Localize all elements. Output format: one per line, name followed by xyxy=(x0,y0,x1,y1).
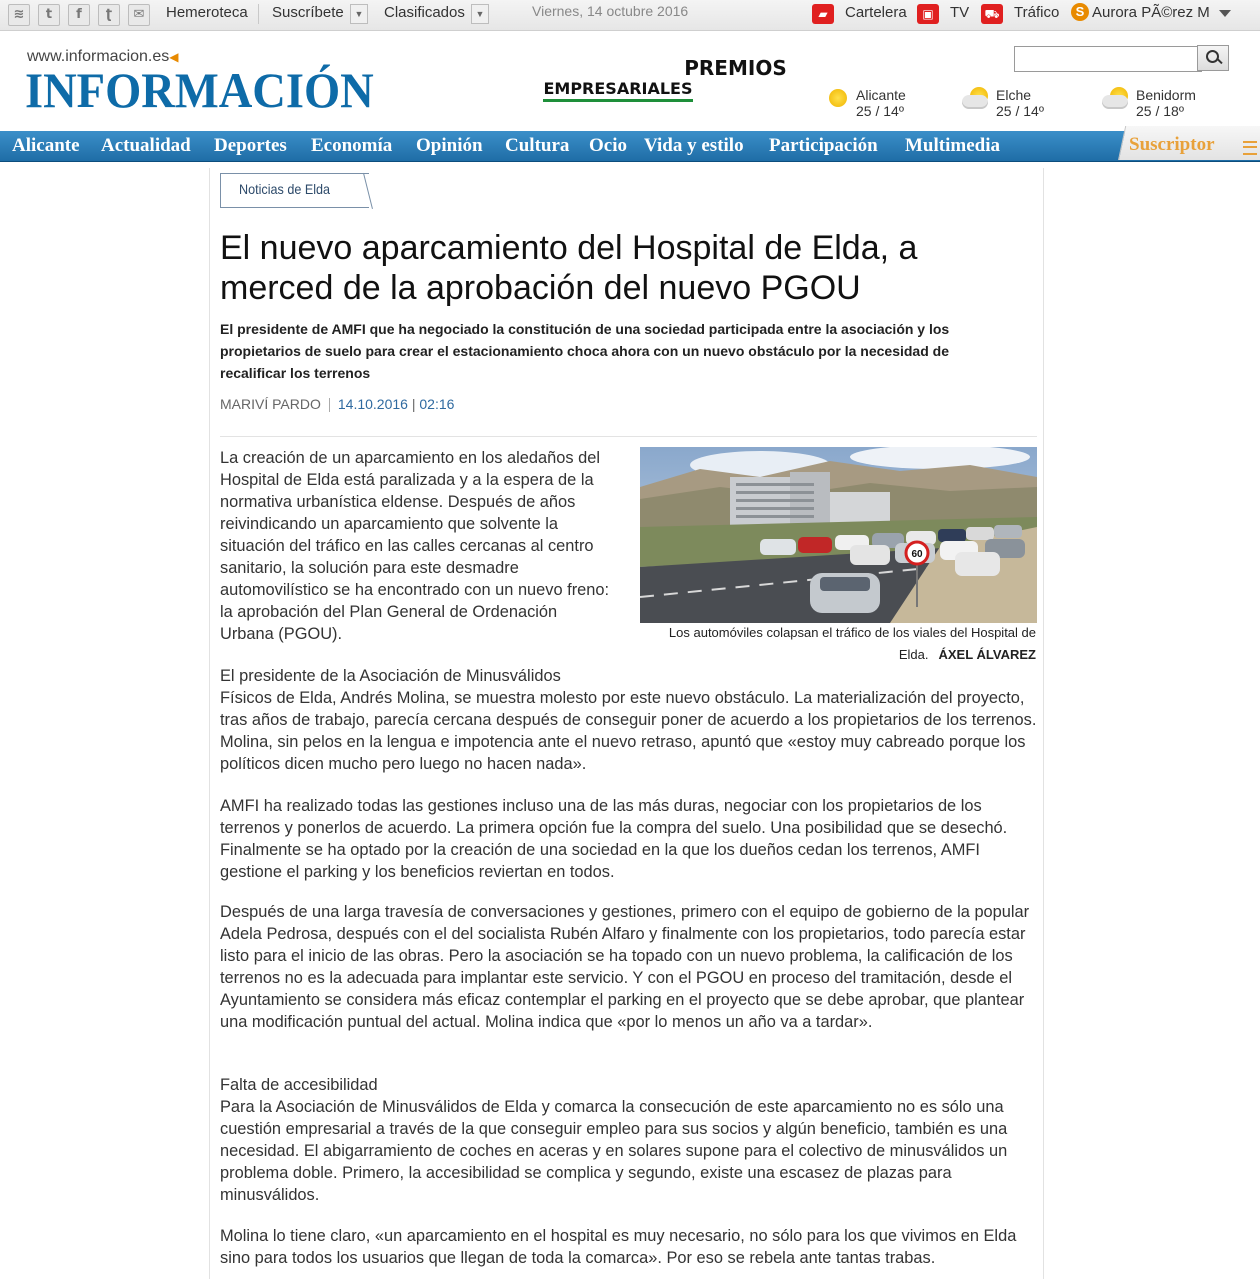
utility-bar xyxy=(0,0,1260,31)
photo-caption: Los automóviles colapsan el tráfico de los viales del Hospital de Elda. ÁXEL ÁLVAREZ xyxy=(668,625,1036,662)
svg-text:60: 60 xyxy=(911,549,923,560)
search-input[interactable] xyxy=(1014,46,1202,72)
trafico-link[interactable]: Tráfico xyxy=(1014,4,1060,21)
search-icon xyxy=(1206,50,1219,63)
site-header xyxy=(0,31,1260,131)
article-paragraph: Después de una larga travesía de conversaciones y gestiones, primero con el equipo de gobierno de la popular Adela Pedrosa, después con el del socialista Rubén Alfaro y finalmente con los propietarios, todo parecía estar listo para el inicio de las obras. Pero la asociación se ha topado con un nuevo problema, la calificación de los terrenos no es la adecuada para implantar este servicio. Y con el PGOU en proceso del tramitación, desde el Ayuntamiento se considera más eficaz contemplar el parking en el proyecto que se debe aprobar, que plantear una modificación puntual del actual. Molina indica que «por lo menos un año va a tardar». xyxy=(220,903,1030,1031)
user-icon[interactable]: S xyxy=(1071,3,1089,21)
main-nav xyxy=(0,131,1260,162)
nav-item-economia[interactable]: Economía xyxy=(311,135,393,156)
divider xyxy=(220,436,1037,437)
nav-item-deportes[interactable]: Deportes xyxy=(214,135,287,156)
site-url[interactable]: www.informacion.es◀ xyxy=(27,48,179,65)
tv-icon[interactable]: ▣ xyxy=(917,4,939,24)
user-name[interactable]: Aurora PÃ©rez M xyxy=(1092,4,1210,21)
suscriptor-label[interactable]: Suscriptor xyxy=(1129,134,1215,155)
photo-credit: ÁXEL ÁLVAREZ xyxy=(938,647,1036,662)
hemeroteca-link[interactable]: Hemeroteca xyxy=(166,4,248,21)
article-paragraph: Molina lo tiene claro, «un aparcamiento en el hospital es muy necesario, no sólo para los que vivimos en Elda sino para todos los usuarios que llegan de toda la comarca». Por eso se rebela ante tantas trabas. xyxy=(220,1227,1017,1267)
article-byline: MARIVÍ PARDO 14.10.2016 | 02:16 xyxy=(220,396,455,412)
section-label: Noticias de Elda xyxy=(239,181,331,197)
clapperboard-icon[interactable]: ▰ xyxy=(812,4,834,24)
nav-item-cultura[interactable]: Cultura xyxy=(505,135,570,156)
car-icon[interactable]: ⛟ xyxy=(981,4,1003,24)
nav-item-alicante[interactable]: Alicante xyxy=(12,135,80,156)
article-photo[interactable] xyxy=(640,447,1037,623)
nav-item-ocio[interactable]: Ocio xyxy=(589,135,627,156)
tuenti-icon[interactable]: ʈ xyxy=(98,4,120,26)
cartelera-link[interactable]: Cartelera xyxy=(845,4,907,21)
clasificados-link[interactable]: Clasificados xyxy=(384,4,465,21)
nav-item-vida-y-estilo[interactable]: Vida y estilo xyxy=(644,135,744,156)
mail-icon[interactable]: ✉ xyxy=(128,4,150,26)
article-paragraph: Para la Asociación de Minusválidos de Elda y comarca la consecución de este aparcamiento no es sólo una cuestión empresarial a través de la que conseguir empleo para sus socios y algún beneficio, también es una necesidad. El abigarramiento de coches en aceras y en solares supone para el colectivo de minusválidos un problema doble. Primero, la accesibilidad se complica y segundo, existe una escasez de plazas para minusválidos. xyxy=(220,1098,1008,1204)
nav-item-participacion[interactable]: Participación xyxy=(769,135,878,156)
weather-benidorm[interactable]: Benidorm 25 / 18º xyxy=(1136,87,1196,119)
divider xyxy=(258,4,259,24)
weather-alicante[interactable]: Alicante 25 / 14º xyxy=(856,87,906,119)
nav-item-multimedia[interactable]: Multimedia xyxy=(905,135,1000,156)
chevron-down-icon[interactable]: ▼ xyxy=(350,4,368,24)
chevron-down-icon[interactable]: ▼ xyxy=(471,4,489,24)
article-paragraph: AMFI ha realizado todas las gestiones incluso una de las más duras, negociar con los propietarios de los terrenos y ponerlos de acuerdo. La primera opción fue la compra del suelo. Una posibilidad que se desechó. Finalmente se ha optado por la creación de una sociedad en la que los dueños cedan los terrenos, AMFI gestione el parking y los beneficios reviertan en todos. xyxy=(220,797,1008,881)
article-subheading: Falta de accesibilidad xyxy=(220,1076,378,1094)
article-paragraph: La creación de un aparcamiento en los aledaños del Hospital de Elda está paralizada y a la espera de la normativa urbanística eldense. Después de años reivindicando un aparcamiento que solvente la situación del tráfico en las calles cercanas al centro sanitario, la solución para este desmadre automovilístico se ha encontrado con un nuevo freno: la aprobación del Plan General de Ordenación Urbana (PGOU). xyxy=(220,449,610,643)
article-paragraph: El presidente de la Asociación de Minusválidos xyxy=(220,667,561,685)
facebook-icon[interactable]: f xyxy=(68,4,90,26)
arrow-icon: ◀ xyxy=(169,50,179,64)
nav-item-actualidad[interactable]: Actualidad xyxy=(101,135,191,156)
publish-time: 02:16 xyxy=(419,396,455,412)
search-button[interactable] xyxy=(1197,45,1229,71)
hospital-parking-image xyxy=(640,447,1037,623)
nav-item-opinion[interactable]: Opinión xyxy=(416,135,483,156)
current-date: Viernes, 14 octubre 2016 xyxy=(532,3,689,19)
premios-line2: EMPRESARIALES xyxy=(543,79,692,102)
premios-empresariales-banner[interactable] xyxy=(538,56,787,102)
rss-icon[interactable]: ≋ xyxy=(8,4,30,26)
twitter-icon[interactable]: t xyxy=(38,4,60,26)
suscribete-link[interactable]: Suscríbete xyxy=(272,4,344,21)
premios-line1: PREMIOS xyxy=(684,56,787,80)
author[interactable]: MARIVÍ PARDO xyxy=(220,396,321,412)
article-headline: El nuevo aparcamiento del Hospital de Elda, a merced de la aprobación del nuevo PGOU xyxy=(220,229,918,307)
site-logo[interactable]: INFORMACIÓN xyxy=(25,62,374,118)
tv-link[interactable]: TV xyxy=(950,4,970,21)
sun-icon xyxy=(829,89,847,107)
menu-icon[interactable] xyxy=(1243,141,1257,155)
publish-date: 14.10.2016 xyxy=(337,396,408,412)
article-subhead: El presidente de AMFI que ha negociado la constitución de una sociedad participada entre la asociación y los propietarios de suelo para crear el estacionamiento choca ahora con un nuevo obstáculo por la necesidad de recalificar los terrenos xyxy=(220,321,950,381)
user-menu-caret-icon[interactable] xyxy=(1219,10,1231,17)
article-paragraph: Físicos de Elda, Andrés Molina, se muestra molesto por este nuevo obstáculo. La materialización del proyecto, tras años de trabajo, parecía cercana después de conseguir poner de acuerdo a los propietarios de los terrenos. Molina, sin pelos en la lengua e impotencia ante el nuevo retraso, apuntó que «estoy muy cabreado porque los políticos dicen mucho pero luego no hacen nada». xyxy=(220,689,1037,773)
weather-elche[interactable]: Elche 25 / 14º xyxy=(996,87,1044,119)
